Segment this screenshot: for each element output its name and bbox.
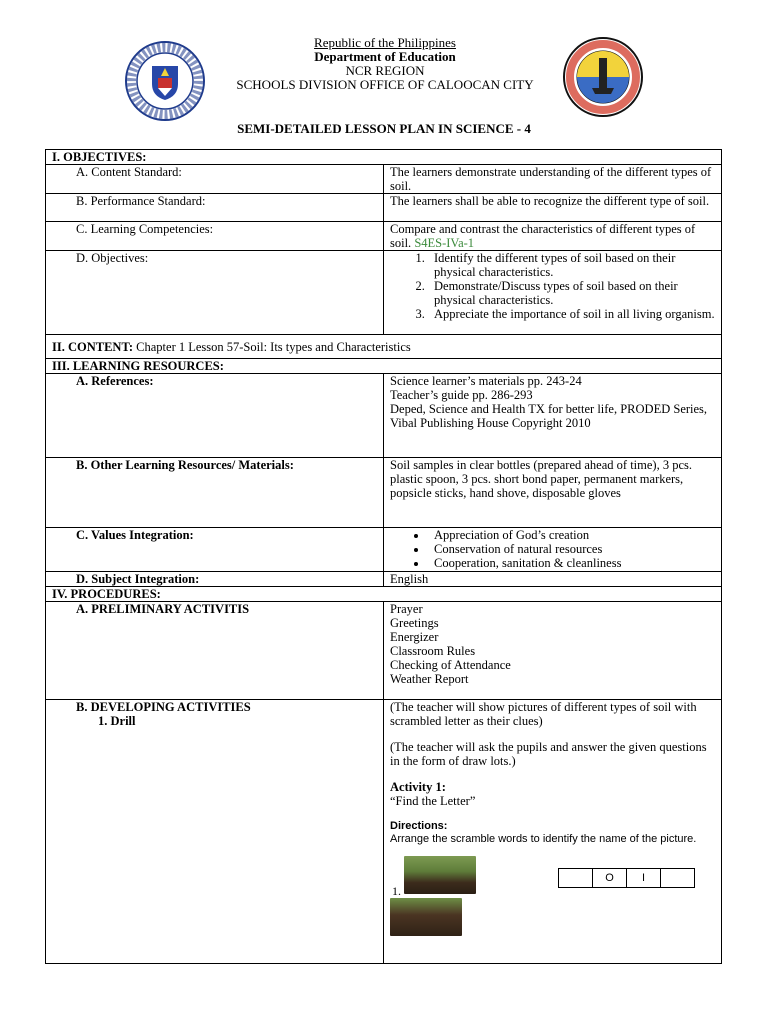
preliminary-item: Energizer xyxy=(390,630,439,644)
letter-box[interactable]: O xyxy=(592,868,627,888)
developing-activities-cell xyxy=(46,700,384,964)
deped-seal-icon xyxy=(124,40,206,122)
objective-item: 2. Demonstrate/Discuss types of soil based on their physical characteristics. xyxy=(428,279,715,307)
objectives-list xyxy=(390,251,715,321)
drill-label: 1. Drill xyxy=(98,714,136,728)
document-header xyxy=(0,36,768,106)
drill-cell xyxy=(384,700,722,964)
letter-boxes xyxy=(559,868,695,888)
competencies-text: Compare and contrast the characteristics of different types of soil. xyxy=(390,222,696,250)
preliminary-label: A. PRELIMINARY ACTIVITIS xyxy=(46,602,384,700)
letter-box[interactable]: I xyxy=(626,868,661,888)
value-item: • Cooperation, sanitation & cleanliness xyxy=(428,556,715,570)
lesson-plan-table xyxy=(45,149,722,964)
preliminary-cell xyxy=(384,602,722,700)
directions-text: Arrange the scramble words to identify the name of the picture. xyxy=(390,833,697,845)
directions-label: Directions: xyxy=(390,820,448,832)
preliminary-item: Checking of Attendance xyxy=(390,658,511,672)
preliminary-item: Greetings xyxy=(390,616,439,630)
division-line: SCHOOLS DIVISION OFFICE OF CALOOCAN CITY xyxy=(236,77,534,92)
department-line: Department of Education xyxy=(314,49,456,64)
reference-item: Teacher’s guide pp. 286-293 xyxy=(390,388,533,402)
other-resources-value: Soil samples in clear bottles (prepared ahead of time), 3 pcs. plastic spoon, 3 pcs. short bond paper, permanent markers, popsicle sticks, hand shove, disposable gloves xyxy=(384,458,722,528)
preliminary-item: Weather Report xyxy=(390,672,469,686)
activity-label: Activity 1: xyxy=(390,780,446,794)
objectives-list-cell xyxy=(384,251,722,335)
objective-item: 3. Appreciate the importance of soil in all living organism. xyxy=(428,307,715,321)
performance-standard-label: B. Performance Standard: xyxy=(46,194,384,222)
values-cell xyxy=(384,528,722,572)
performance-standard-value: The learners shall be able to recognize the different type of soil. xyxy=(384,194,722,222)
reference-item: Deped, Science and Health TX for better life, PRODED Series, Vibal Publishing House Copyright 2010 xyxy=(390,402,708,430)
content-label: II. CONTENT: xyxy=(52,340,134,354)
subject-integration-label: D. Subject Integration: xyxy=(46,572,384,587)
drill-instruction-2: (The teacher will ask the pupils and answer the given questions in the form of draw lots.) xyxy=(390,740,707,768)
letter-box[interactable] xyxy=(558,868,593,888)
competencies-value xyxy=(384,222,722,251)
preliminary-item: Prayer xyxy=(390,602,423,616)
content-standard-value: The learners demonstrate understanding of the different types of soil. xyxy=(384,165,722,194)
resources-heading: III. LEARNING RESOURCES: xyxy=(46,359,722,374)
lesson-plan-title: SEMI-DETAILED LESSON PLAN IN SCIENCE - 4 xyxy=(237,121,531,136)
activity-name: “Find the Letter” xyxy=(390,794,476,808)
content-text: Chapter 1 Lesson 57-Soil: Its types and Characteristics xyxy=(136,340,411,354)
objective-item: 1. Identify the different types of soil based on their physical characteristics. xyxy=(428,251,715,279)
soil-picture-row xyxy=(390,856,715,938)
objectives-label: D. Objectives: xyxy=(46,251,384,335)
values-integration-label: C. Values Integration: xyxy=(46,528,384,572)
letter-box[interactable] xyxy=(660,868,695,888)
soil-pile-picture xyxy=(390,898,462,936)
republic-line: Republic of the Philippines xyxy=(314,35,456,50)
subject-integration-value: English xyxy=(384,572,722,587)
soil-hand-picture xyxy=(404,856,476,894)
reference-item: Science learner’s materials pp. 243-24 xyxy=(390,374,582,388)
competencies-label: C. Learning Competencies: xyxy=(46,222,384,251)
competency-code: S4ES-IVa-1 xyxy=(414,236,475,250)
drill-instruction-1: (The teacher will show pictures of different types of soil with scrambled letter as their clues) xyxy=(390,700,697,728)
preliminary-item: Classroom Rules xyxy=(390,644,476,658)
caloocan-division-seal-icon xyxy=(562,36,644,118)
developing-activities-label: B. DEVELOPING ACTIVITIES xyxy=(76,700,251,714)
content-standard-label: A. Content Standard: xyxy=(46,165,384,194)
region-line: NCR REGION xyxy=(345,63,425,78)
values-list xyxy=(390,528,715,570)
other-resources-label: B. Other Learning Resources/ Materials: xyxy=(46,458,384,528)
procedures-heading: IV. PROCEDURES: xyxy=(46,587,722,602)
item-number: 1. xyxy=(392,884,401,898)
objectives-heading: I. OBJECTIVES: xyxy=(46,150,722,165)
references-cell xyxy=(384,374,722,458)
value-item: • Appreciation of God’s creation xyxy=(428,528,715,542)
references-label: A. References: xyxy=(46,374,384,458)
value-item: • Conservation of natural resources xyxy=(428,542,715,556)
content-row xyxy=(46,335,722,359)
